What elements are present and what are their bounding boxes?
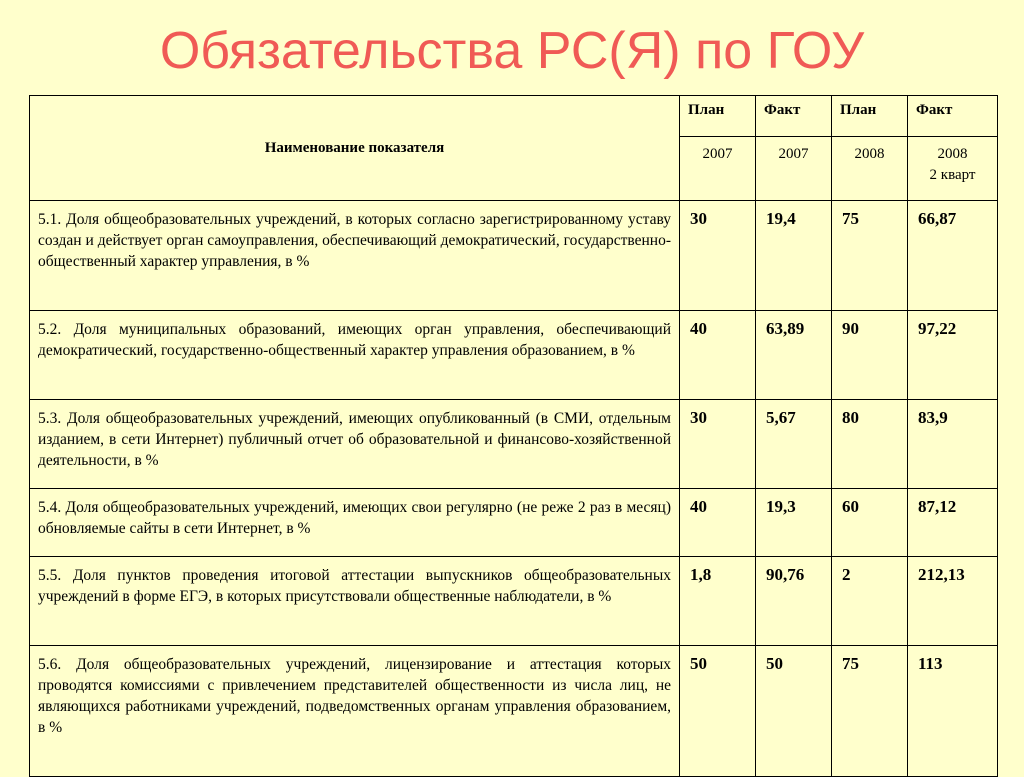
header-row-labels: [30, 96, 998, 137]
fact-2007-value: 19,3: [756, 489, 832, 557]
plan-2007-value: 50: [680, 646, 756, 777]
header-year-fact-2008: 2008 2 кварт: [908, 137, 998, 201]
plan-2007-value: 30: [680, 400, 756, 489]
table-row: [30, 201, 998, 311]
fact-2007-value: 63,89: [756, 311, 832, 400]
header-year-fact-2007: 2007: [756, 137, 832, 201]
indicator-description: 5.3. Доля общеобразовательных учреждений, имеющих опубликованный (в СМИ, отдельным изданием, в сети Интернет) публичный отчет об образовательной и финансово-хозяйственной деятельности, в %: [30, 400, 680, 489]
header-plan-2007: План: [680, 96, 756, 137]
fact-2008-value: 97,22: [908, 311, 998, 400]
indicator-description: 5.6. Доля общеобразовательных учреждений, лицензирование и аттестация которых проводятся комиссиями с привлечением представителей общественности из числа лиц, не являющихся работниками учреждений, подведомственных органам управления образованием, в %: [30, 646, 680, 777]
header-period: 2 кварт: [929, 167, 976, 183]
fact-2007-value: 50: [756, 646, 832, 777]
plan-2008-value: 75: [832, 646, 908, 777]
fact-2008-value: 87,12: [908, 489, 998, 557]
plan-2007-value: 1,8: [680, 557, 756, 646]
fact-2008-value: 83,9: [908, 400, 998, 489]
header-fact-2007: Факт: [756, 96, 832, 137]
plan-2008-value: 60: [832, 489, 908, 557]
plan-2007-value: 30: [680, 201, 756, 311]
plan-2008-value: 2: [832, 557, 908, 646]
table-row: [30, 646, 998, 777]
indicator-description: 5.4. Доля общеобразовательных учреждений, имеющих свои регулярно (не реже 2 раз в месяц) обновляемые сайты в сети Интернет, в %: [30, 489, 680, 557]
fact-2008-value: 212,13: [908, 557, 998, 646]
indicator-description: 5.5. Доля пунктов проведения итоговой аттестации выпускников общеобразовательных учреждений в форме ЕГЭ, в которых присутствовали общественные наблюдатели, в %: [30, 557, 680, 646]
table-row: [30, 400, 998, 489]
header-year-plan-2007: 2007: [680, 137, 756, 201]
header-indicator-name: Наименование показателя: [30, 96, 680, 201]
header-plan-2008: План: [832, 96, 908, 137]
fact-2008-value: 66,87: [908, 201, 998, 311]
plan-2008-value: 90: [832, 311, 908, 400]
table-row: [30, 311, 998, 400]
table-row: [30, 489, 998, 557]
plan-2008-value: 75: [832, 201, 908, 311]
plan-2007-value: 40: [680, 489, 756, 557]
plan-2008-value: 80: [832, 400, 908, 489]
table-row: [30, 557, 998, 646]
indicators-table: [29, 95, 998, 777]
header-year-plan-2008: 2008: [832, 137, 908, 201]
slide-title: Обязательства РС(Я) по ГОУ: [159, 22, 865, 80]
fact-2007-value: 90,76: [756, 557, 832, 646]
header-fact-2008: Факт: [908, 96, 998, 137]
indicator-description: 5.2. Доля муниципальных образований, имеющих орган управления, обеспечивающий демократический, государственно-общественный характер управления образованием, в %: [30, 311, 680, 400]
indicator-description: 5.1. Доля общеобразовательных учреждений, в которых согласно зарегистрированному уставу создан и действует орган самоуправления, обеспечивающий демократический, государственно-общественный характер управления, в %: [30, 201, 680, 311]
plan-2007-value: 40: [680, 311, 756, 400]
fact-2007-value: 19,4: [756, 201, 832, 311]
fact-2007-value: 5,67: [756, 400, 832, 489]
fact-2008-value: 113: [908, 646, 998, 777]
